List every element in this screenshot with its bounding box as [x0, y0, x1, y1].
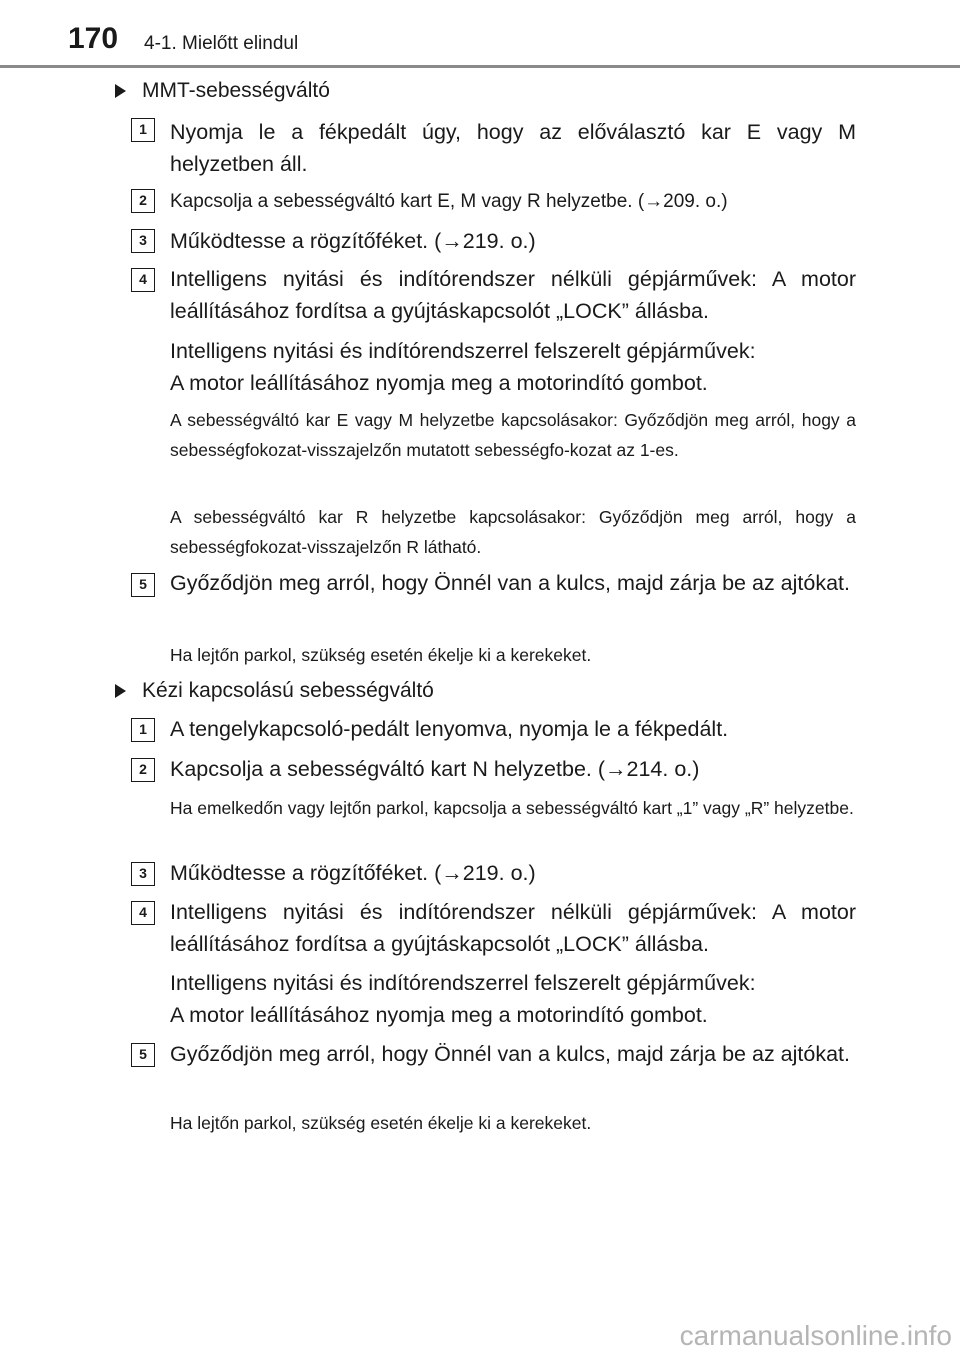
- step-number-badge: 2: [131, 189, 155, 213]
- step-number-badge: 1: [131, 718, 155, 742]
- step-number-badge: 5: [131, 573, 155, 597]
- header-divider: [0, 65, 960, 68]
- manual-heading-text: Kézi kapcsolású sebességváltó: [142, 679, 434, 702]
- step-number-badge: 3: [131, 229, 155, 253]
- manual-step4-text: Intelligens nyitási és indítórendszer nélküli gépjárművek: A motor leállításához fordítsa a gyújtáskapcsolót „LOCK” állásba.: [170, 900, 856, 956]
- step-number-badge: 5: [131, 1043, 155, 1067]
- page-number: 170: [68, 22, 119, 55]
- step-number-badge: 4: [131, 901, 155, 925]
- mmt-step3-text: Működtesse a rögzítőféket. (→219. o.): [170, 229, 536, 253]
- watermark: carmanualsonline.info: [679, 1320, 952, 1351]
- mmt-step4-note2: A sebességváltó kar R helyzetbe kapcsolásakor: Győződjön meg arról, hogy a sebességfokozat-visszajelzőn R látható.: [170, 507, 856, 557]
- manual-step3-text: Működtesse a rögzítőféket. (→219. o.): [170, 861, 536, 885]
- mmt-section-heading: [115, 78, 330, 104]
- mmt-heading-text: MMT-sebességváltó: [142, 79, 330, 102]
- mmt-step4-text: Intelligens nyitási és indítórendszer nélküli gépjárművek: A motor leállításához fordítsa a gyújtáskapcsolót „LOCK” állásba.: [170, 267, 856, 323]
- mmt-step4-text-b-line1: Intelligens nyitási és indítórendszerrel felszerelt gépjárművek:: [170, 339, 756, 363]
- step-number-badge: 1: [131, 118, 155, 142]
- page-header: [0, 0, 960, 70]
- mmt-step1-text: Nyomja le a fékpedált úgy, hogy az előválasztó kar E vagy M helyzetben áll.: [170, 120, 856, 176]
- manual-step4-text-b-line2: A motor leállításához nyomja meg a motorindító gombot.: [170, 1003, 708, 1027]
- manual-step4-text-b-line1: Intelligens nyitási és indítórendszerrel felszerelt gépjárművek:: [170, 971, 756, 995]
- manual-step5-note: Ha lejtőn parkol, szükség esetén ékelje ki a kerekeket.: [170, 1113, 592, 1133]
- mmt-step5-text: Győződjön meg arról, hogy Önnél van a kulcs, majd zárja be az ajtókat.: [170, 571, 850, 595]
- manual-step1-text: A tengelykapcsoló-pedált lenyomva, nyomja le a fékpedált.: [170, 717, 729, 741]
- mmt-step4-text-b-line2: A motor leállításához nyomja meg a motorindító gombot.: [170, 371, 708, 395]
- section-title: 4-1. Mielőtt elindul: [144, 33, 299, 54]
- manual-step5-text: Győződjön meg arról, hogy Önnél van a kulcs, majd zárja be az ajtókat.: [170, 1042, 850, 1066]
- mmt-step2-text: Kapcsolja a sebességváltó kart E, M vagy R helyzetbe. (→209. o.): [170, 191, 728, 212]
- mmt-step4-note1: A sebességváltó kar E vagy M helyzetbe kapcsolásakor: Győződjön meg arról, hogy a sebességfokozat-visszajelzőn mutatott sebességfo-kozat az 1-es.: [170, 410, 856, 460]
- triangle-bullet-icon: [115, 84, 126, 98]
- step-number-badge: 4: [131, 268, 155, 292]
- triangle-bullet-icon: [115, 684, 126, 698]
- manual-step2-text: Kapcsolja a sebességváltó kart N helyzetbe. (→214. o.): [170, 757, 700, 781]
- step-number-badge: 3: [131, 862, 155, 886]
- manual-section-heading: [115, 678, 434, 704]
- step-number-badge: 2: [131, 758, 155, 782]
- manual-step2-note: Ha emelkedőn vagy lejtőn parkol, kapcsolja a sebességváltó kart „1” vagy „R” helyzetbe.: [170, 798, 854, 818]
- mmt-step5-note: Ha lejtőn parkol, szükség esetén ékelje ki a kerekeket.: [170, 645, 592, 665]
